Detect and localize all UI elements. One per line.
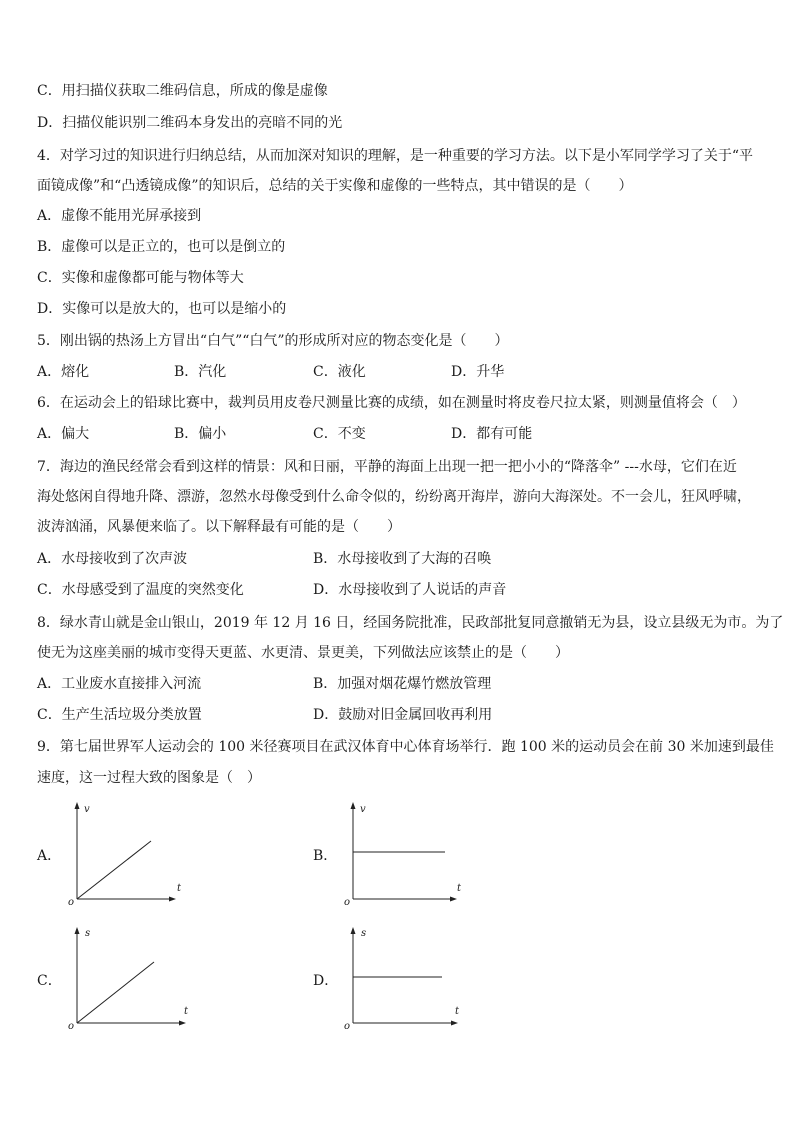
q3-option-d: D．扫描仪能识别二维码本身发出的亮暗不同的光 <box>37 115 343 131</box>
q8-option-b: B．加强对烟花爆竹燃放管理 <box>313 676 492 692</box>
q9-graph-a-label: A． <box>37 848 62 864</box>
q4-stem-line1: 4．对学习过的知识进行归纳总结，从而加深对知识的理解，是一种重要的学习方法。以下是小军同学学习了关于“平 <box>37 148 754 164</box>
q9-graph-c <box>60 924 190 1034</box>
x-axis-label: t <box>455 1006 460 1017</box>
q9-graph-a <box>60 800 180 910</box>
origin-label: o <box>68 1021 75 1032</box>
q6-option-c: C．不变 <box>313 426 366 442</box>
y-axis-label: v <box>360 804 366 815</box>
q8-stem-line2: 使无为这座美丽的城市变得天更蓝、水更清、景更美，下列做法应该禁止的是（ ） <box>37 645 569 661</box>
q4-option-a: A．虚像不能用光屏承接到 <box>37 208 202 224</box>
origin-label: o <box>68 897 75 908</box>
q9-stem-line1: 9．第七届世界军人运动会的 100 米径赛项目在武汉体育中心体育场举行．跑 100 米的运动员会在前 30 米加速到最佳 <box>37 739 774 755</box>
q9-graph-d <box>336 924 466 1034</box>
q8-option-d: D．鼓励对旧金属回收再利用 <box>313 707 493 723</box>
q6-option-b: B．偏小 <box>174 426 227 442</box>
x-axis-label: t <box>177 883 182 894</box>
y-axis-arrow <box>75 927 80 934</box>
q5-option-c: C．液化 <box>313 364 366 380</box>
q5-option-b: B．汽化 <box>174 364 227 380</box>
rising-line <box>77 841 151 899</box>
q6-stem: 6．在运动会上的铅球比赛中，裁判员用皮卷尺测量比赛的成绩，如在测量时将皮卷尺拉太紧，则测量值将会（ ） <box>37 395 746 411</box>
origin-label: o <box>344 1021 351 1032</box>
q8-option-a: A．工业废水直接排入河流 <box>37 676 202 692</box>
q7-stem-line3: 波涛汹涌，风暴便来临了。以下解释最有可能的是（ ） <box>37 519 401 535</box>
q9-graph-b <box>336 800 466 910</box>
q8-stem-line1: 8．绿水青山就是金山银山，2019 年 12 月 16 日，经国务院批准，民政部批复同意撤销无为县，设立县级无为市。为了 <box>37 615 784 631</box>
q4-option-d: D．实像可以是放大的，也可以是缩小的 <box>37 301 287 317</box>
q9-graph-b-label: B． <box>313 848 338 864</box>
q9-stem-line2: 速度，这一过程大致的图象是（ ） <box>37 770 261 786</box>
y-axis-arrow <box>75 802 80 809</box>
x-axis-arrow <box>169 897 176 902</box>
q7-stem-line2: 海处悠闲自得地升降、漂游，忽然水母像受到什么命令似的，纷纷离开海岸，游向大海深处。不一会儿，狂风呼啸， <box>37 489 751 505</box>
q9-graph-d-label: D． <box>313 973 339 989</box>
y-axis-label: s <box>361 928 367 939</box>
rising-line <box>77 962 154 1023</box>
x-axis-arrow <box>179 1021 186 1026</box>
x-axis-label: t <box>457 883 462 894</box>
q7-stem-line1: 7．海边的渔民经常会看到这样的情景：风和日丽，平静的海面上出现一把一把小小的“降落伞” ---水母，它们在近 <box>37 459 737 475</box>
q7-option-b: B．水母接收到了大海的召唤 <box>313 551 492 567</box>
y-axis-arrow <box>351 927 356 934</box>
y-axis-label: s <box>85 928 91 939</box>
q7-option-a: A．水母接收到了次声波 <box>37 551 188 567</box>
x-axis-arrow <box>450 897 457 902</box>
q5-option-d: D．升华 <box>451 364 505 380</box>
q6-option-d: D．都有可能 <box>451 426 533 442</box>
q7-option-d: D．水母接收到了人说话的声音 <box>313 582 507 598</box>
y-axis-arrow <box>351 802 356 809</box>
q4-stem-line2: 面镜成像”和“凸透镜成像”的知识后，总结的关于实像和虚像的一些特点，其中错误的是（ ） <box>37 178 633 194</box>
q9-graph-c-label: C． <box>37 973 62 989</box>
q7-option-c: C．水母感受到了温度的突然变化 <box>37 582 244 598</box>
q5-stem: 5．刚出锅的热汤上方冒出“白气”“白气”的形成所对应的物态变化是（ ） <box>37 333 509 349</box>
q4-option-c: C．实像和虚像都可能与物体等大 <box>37 270 244 286</box>
y-axis-label: v <box>84 804 90 815</box>
q8-option-c: C．生产生活垃圾分类放置 <box>37 707 202 723</box>
x-axis-label: t <box>184 1006 189 1017</box>
q6-option-a: A．偏大 <box>37 426 90 442</box>
q3-option-c: C．用扫描仪获取二维码信息，所成的像是虚像 <box>37 83 328 99</box>
x-axis-arrow <box>451 1021 458 1026</box>
origin-label: o <box>344 897 351 908</box>
q4-option-b: B．虚像可以是正立的，也可以是倒立的 <box>37 239 286 255</box>
q5-option-a: A．熔化 <box>37 364 90 380</box>
